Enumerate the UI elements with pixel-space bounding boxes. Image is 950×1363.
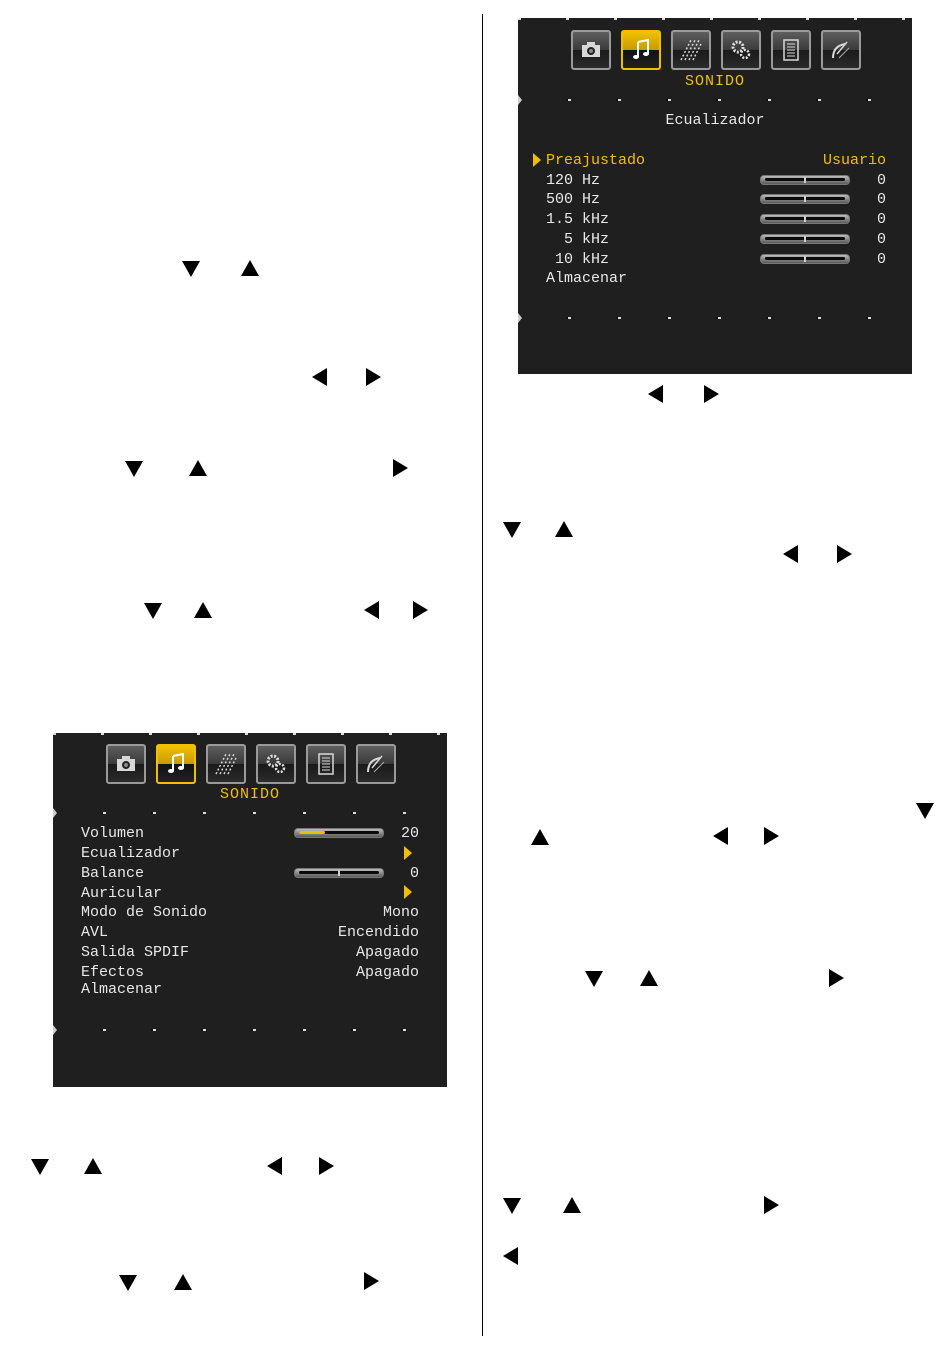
eq-500hz-slider[interactable] <box>760 194 850 204</box>
down-arrow-icon <box>125 461 143 477</box>
up-arrow-icon <box>531 829 549 845</box>
right-arrow-icon <box>413 601 428 619</box>
eq-1-5khz-value: 0 <box>876 211 886 228</box>
gear-icon[interactable] <box>256 744 296 784</box>
column-divider <box>482 14 483 1336</box>
eq-5khz-value: 0 <box>876 231 886 248</box>
right-arrow-icon <box>829 969 844 987</box>
balance-slider[interactable] <box>294 868 384 878</box>
eq-120hz-slider[interactable] <box>760 175 850 185</box>
menu-item-volume[interactable]: Volumen <box>81 825 145 842</box>
menu-item-avl[interactable]: AVL <box>81 924 109 941</box>
volume-value: 20 <box>400 825 419 842</box>
selection-caret-icon <box>533 153 541 167</box>
right-arrow-icon <box>319 1157 334 1175</box>
separator-line <box>53 1029 447 1031</box>
menu-item-10khz[interactable]: 10 kHz <box>546 251 610 268</box>
right-arrow-icon <box>393 459 408 477</box>
separator-line <box>518 317 912 319</box>
menu-item-spdif-out[interactable]: Salida SPDIF <box>81 944 190 961</box>
menu-item-balance[interactable]: Balance <box>81 865 145 882</box>
effects-value[interactable]: Apagado <box>355 964 419 981</box>
eq-120hz-value: 0 <box>876 172 886 189</box>
menu-item-preset[interactable]: Preajustado <box>546 152 646 169</box>
right-arrow-icon <box>764 827 779 845</box>
left-arrow-icon <box>783 545 798 563</box>
down-arrow-icon <box>916 803 934 819</box>
document-icon[interactable] <box>771 30 811 70</box>
picture-pattern-icon[interactable] <box>206 744 246 784</box>
right-arrow-icon <box>837 545 852 563</box>
up-arrow-icon <box>84 1158 102 1174</box>
down-arrow-icon <box>182 261 200 277</box>
menu-item-500hz[interactable]: 500 Hz <box>546 191 601 208</box>
right-arrow-icon <box>764 1196 779 1214</box>
down-arrow-icon <box>144 603 162 619</box>
equalizer-menu-screen <box>518 18 912 374</box>
gear-icon[interactable] <box>721 30 761 70</box>
left-arrow-icon <box>312 368 327 386</box>
camera-icon[interactable] <box>571 30 611 70</box>
up-arrow-icon <box>555 521 573 537</box>
submenu-arrow-icon[interactable] <box>404 885 412 899</box>
eq-10khz-slider[interactable] <box>760 254 850 264</box>
menu-item-effects[interactable]: Efectos <box>81 964 145 981</box>
menu-item-store[interactable]: Almacenar <box>81 981 163 998</box>
left-arrow-icon <box>364 601 379 619</box>
music-note-icon[interactable] <box>621 30 661 70</box>
up-arrow-icon <box>174 1274 192 1290</box>
avl-value[interactable]: Encendido <box>337 924 419 941</box>
submenu-heading: Ecualizador <box>665 112 765 129</box>
menu-item-equalizer[interactable]: Ecualizador <box>81 845 181 862</box>
down-arrow-icon <box>585 971 603 987</box>
document-icon[interactable] <box>306 744 346 784</box>
right-arrow-icon <box>704 385 719 403</box>
menu-title: SONIDO <box>219 786 280 803</box>
up-arrow-icon <box>241 260 259 276</box>
eq-5khz-slider[interactable] <box>760 234 850 244</box>
menu-item-sound-mode[interactable]: Modo de Sonido <box>81 904 208 921</box>
picture-pattern-icon[interactable] <box>671 30 711 70</box>
right-arrow-icon <box>366 368 381 386</box>
left-arrow-icon <box>713 827 728 845</box>
satellite-dish-icon[interactable] <box>821 30 861 70</box>
music-note-icon[interactable] <box>156 744 196 784</box>
sound-menu-screen <box>53 733 447 1087</box>
eq-10khz-value: 0 <box>876 251 886 268</box>
menu-item-store[interactable]: Almacenar <box>546 270 628 287</box>
up-arrow-icon <box>640 970 658 986</box>
separator-line <box>53 812 447 814</box>
balance-value: 0 <box>409 865 419 882</box>
menu-icon-bar <box>571 30 861 70</box>
satellite-dish-icon[interactable] <box>356 744 396 784</box>
eq-1-5khz-slider[interactable] <box>760 214 850 224</box>
menu-item-5khz[interactable]: 5 kHz <box>546 231 610 248</box>
down-arrow-icon <box>119 1275 137 1291</box>
left-arrow-icon <box>503 1247 518 1265</box>
menu-icon-bar <box>106 744 396 784</box>
separator-line <box>518 99 912 101</box>
menu-item-120hz[interactable]: 120 Hz <box>546 172 601 189</box>
menu-title: SONIDO <box>684 73 745 90</box>
menu-item-1-5khz[interactable]: 1.5 kHz <box>546 211 610 228</box>
volume-slider[interactable] <box>294 828 384 838</box>
submenu-arrow-icon[interactable] <box>404 846 412 860</box>
preset-value[interactable]: Usuario <box>822 152 886 169</box>
left-arrow-icon <box>267 1157 282 1175</box>
up-arrow-icon <box>194 602 212 618</box>
down-arrow-icon <box>503 522 521 538</box>
menu-item-headphone[interactable]: Auricular <box>81 885 163 902</box>
right-arrow-icon <box>364 1272 379 1290</box>
spdif-out-value[interactable]: Apagado <box>355 944 419 961</box>
camera-icon[interactable] <box>106 744 146 784</box>
eq-500hz-value: 0 <box>876 191 886 208</box>
down-arrow-icon <box>31 1159 49 1175</box>
up-arrow-icon <box>189 460 207 476</box>
left-arrow-icon <box>648 385 663 403</box>
down-arrow-icon <box>503 1198 521 1214</box>
up-arrow-icon <box>563 1197 581 1213</box>
sound-mode-value[interactable]: Mono <box>382 904 419 921</box>
